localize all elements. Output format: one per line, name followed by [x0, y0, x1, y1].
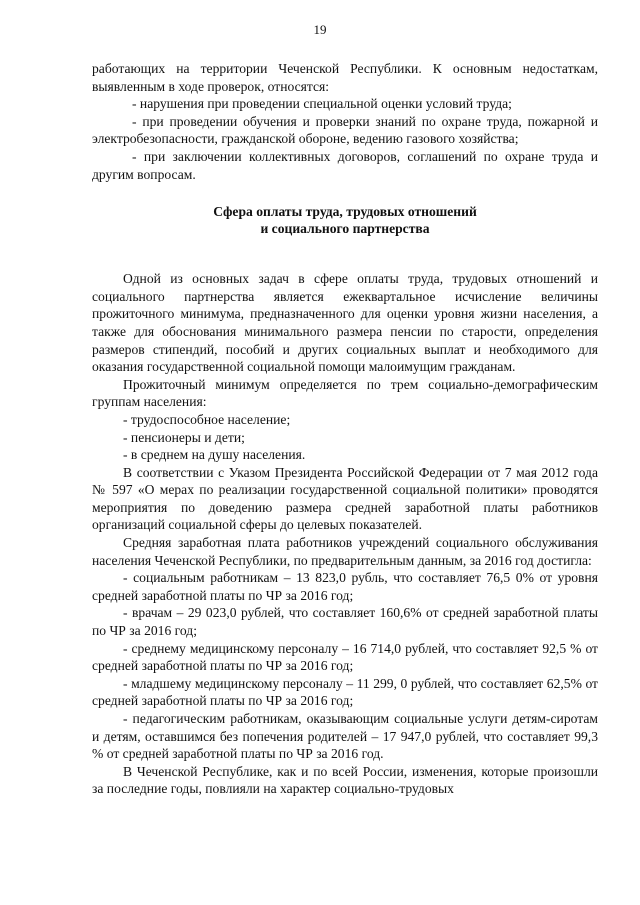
paragraph-groups-intro: Прожиточный минимум определяется по трем социально-демографическим группам населения:: [92, 376, 598, 410]
intro-bullet-2: - при проведении обучения и проверки знаний по охране труда, пожарной и электробезопасности, гражданской обороне, ведению газового хозяйства;: [92, 113, 598, 147]
intro-line-2: выявленным в ходе проверок, относятся:: [92, 78, 330, 94]
page-number: 19: [313, 22, 327, 37]
group-item-working-age: - трудоспособное население;: [123, 411, 291, 427]
section-heading-line-2: и социального партнерства: [260, 221, 430, 237]
document-body: [92, 60, 598, 798]
section-heading: [92, 203, 598, 237]
salary-item-doctors: - врачам – 29 023,0 рублей, что составляет 160,6% от средней заработной платы по ЧР за 2016 год;: [92, 605, 598, 639]
intro-line-1: работающих на территории Чеченской Республики. К основным недостаткам,: [92, 61, 598, 76]
paragraph-presidential-decree: В соответствии с Указом Президента Российской Федерации от 7 мая 2012 года № 597 «О мерах по реализации государственной социальной политики» проводятся мероприятия по доведению размера средней заработной платы работников организаций социальной сферы до целевых показателей.: [92, 464, 598, 533]
salary-item-teachers: - педагогическим работникам, оказывающим социальные услуги детям-сиротам и детям, оставшимся без попечения родителей – 17 947,0 рублей, что составляет 99,3 % от средней заработной платы по ЧР за 2016 год.: [92, 711, 598, 762]
group-item-pensioners: - пенсионеры и дети;: [123, 429, 245, 445]
salary-item-social-workers: - социальным работникам – 13 823,0 рубль, что составляет 76,5 0% от уровня средней заработной платы по ЧР за 2016 год;: [92, 570, 598, 603]
salary-item-junior-staff: - младшему медицинскому персоналу – 11 299, 0 рублей, что составляет 62,5% от средней заработной платы по ЧР за 2016 год;: [92, 675, 598, 709]
group-item-per-capita: - в среднем на душу населения.: [123, 447, 306, 463]
section-heading-line-1: Сфера оплаты труда, трудовых отношений: [213, 204, 477, 220]
intro-bullet-3: - при заключении коллективных договоров, соглашений по охране труда и другим вопросам.: [92, 148, 598, 182]
salary-item-nurses: - среднему медицинскому персоналу – 16 714,0 рублей, что составляет 92,5 % от средней заработной платы по ЧР за 2016 год;: [92, 640, 598, 674]
paragraph-subsistence-minimum: Одной из основных задач в сфере оплаты труда, трудовых отношений и социального партнерства является ежеквартальное исчисление величины прожиточного минимума, предназначенного для оценки уровня жизни населения, а также для обоснования минимального размера пенсии по старости, определения размеров стипендий, пособий и других социальных выплат и необходимого для оказания государственной социальной помощи малоимущим гражданам.: [92, 271, 598, 375]
paragraph-social-labour-changes: В Чеченской Республике, как и по всей России, изменения, которые произошли за последние годы, повлияли на характер социально-трудовых: [92, 763, 598, 797]
paragraph-average-salary: Средняя заработная плата работников учреждений социального обслуживания населения Чеченской Республики, по предварительным данным, за 2016 год достигла:: [92, 535, 598, 568]
intro-bullet-1: - нарушения при проведении специальной оценки условий труда;: [132, 96, 512, 112]
